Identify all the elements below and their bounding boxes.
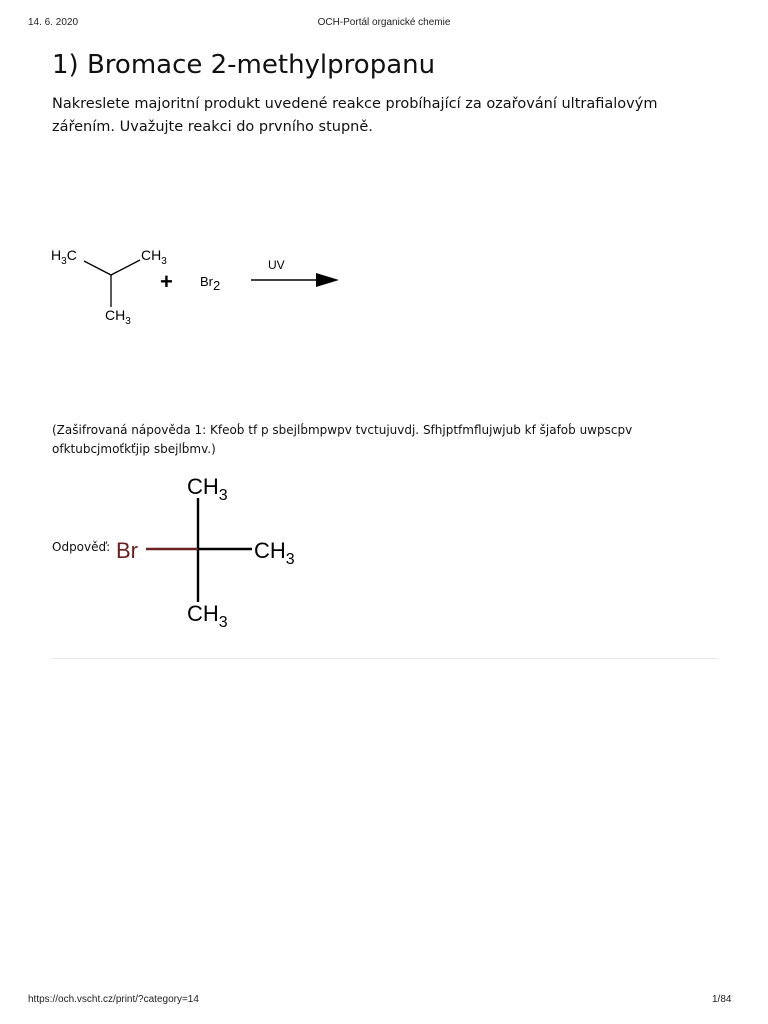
exercise-task: Nakreslete majoritní produkt uvedené reakce probíhající za ozařování ultrafialovým zářením. Uvažujte reakci do prvního stupně. [52, 96, 658, 135]
ch3-top-label: $CH_3$ [187, 474, 228, 504]
answer-label: Odpověď: [52, 540, 111, 554]
reaction-scheme [0, 238, 768, 338]
ch3-right-label: $CH_3$ [254, 538, 295, 568]
bond-right [111, 260, 140, 275]
methyl-left-label: $H_3C$ [51, 247, 77, 267]
plus-sign: + [160, 269, 173, 294]
methyl-bottom-label: $CH_3$ [105, 307, 131, 327]
encrypted-hint: (Zašifrovaná nápověda 1: Kfeob́ tf p sbejlb́mpwpv tvctujuvdj. Sfhjptfmflujwjub kf šjafob́ uwpscpv ofktubcjmoťkťjip sbejlb́mv.) [52, 423, 633, 456]
exercise-heading: 1) Bromace 2-methylpropanu [52, 50, 436, 80]
reagent-label: Br2 [200, 274, 221, 293]
bond-left [84, 261, 111, 275]
reaction-arrow-head [316, 273, 339, 287]
methyl-right-label: $CH_3$ [141, 247, 167, 267]
print-date: 14. 6. 2020 [28, 17, 79, 28]
print-title: OCH-Portál organické chemie [317, 17, 451, 28]
condition-label: UV [268, 258, 285, 272]
print-url: https://och.vscht.cz/print/?category=14 [28, 994, 199, 1005]
print-page-number: 1/84 [712, 994, 732, 1005]
section-divider [52, 658, 718, 659]
answer-structure [110, 470, 370, 630]
bromine-label: Br [116, 538, 138, 563]
ch3-bottom-label: $CH_3$ [187, 601, 228, 630]
